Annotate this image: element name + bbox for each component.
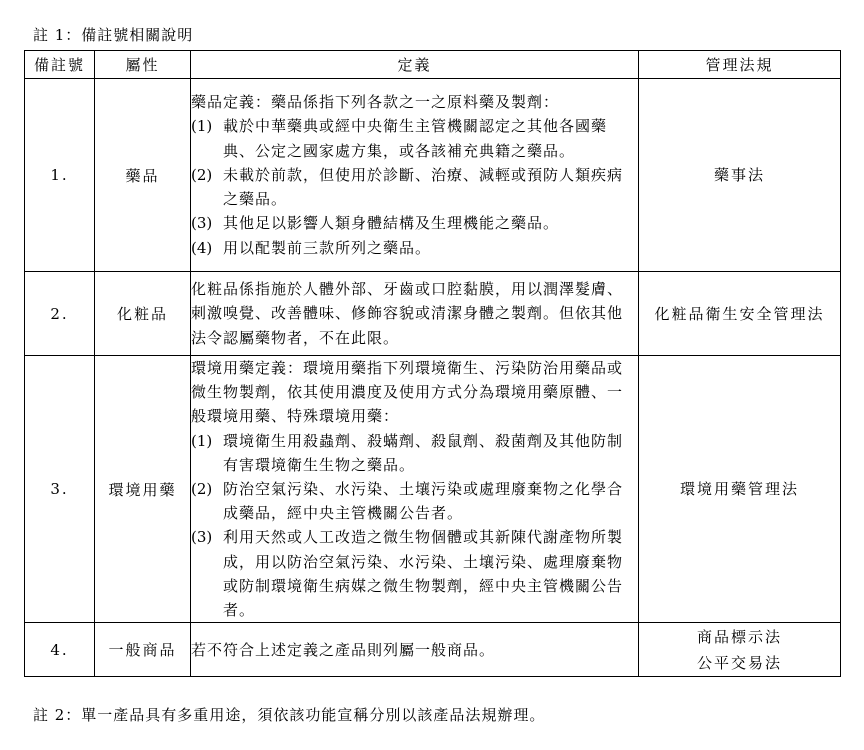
item-number: (2) bbox=[191, 165, 213, 184]
attribute: 化粧品 bbox=[95, 272, 191, 356]
definition-table bbox=[24, 50, 841, 677]
table-row bbox=[25, 623, 841, 677]
item-number: (1) bbox=[191, 117, 213, 136]
attribute: 藥品 bbox=[95, 79, 191, 272]
definition bbox=[191, 623, 639, 677]
table-header-row bbox=[25, 51, 841, 79]
definition-item bbox=[191, 477, 638, 525]
regulation bbox=[639, 356, 841, 623]
header-attribute: 屬性 bbox=[95, 51, 191, 79]
header-regulation: 管理法規 bbox=[639, 51, 841, 79]
definition-intro: 環境用藥定義：環境用藥指下列環境衛生、污染防治用藥品或微生物製劑，依其使用濃度及使用方式分為環境用藥原體、一般環境用藥、特殊環境用藥： bbox=[191, 359, 624, 426]
item-text: 防治空氣污染、水污染、土壤污染或處理廢棄物之化學合成藥品，經中央主管機關公告者。 bbox=[223, 480, 624, 523]
item-text: 未載於前款，但使用於診斷、治療、減輕或預防人類疾病之藥品。 bbox=[223, 165, 624, 209]
item-text: 用以配製前三款所列之藥品。 bbox=[223, 238, 432, 257]
note-number: 1. bbox=[25, 79, 95, 272]
regulation-name: 化粧品衛生安全管理法 bbox=[654, 304, 825, 323]
regulation-name: 環境用藥管理法 bbox=[679, 480, 799, 499]
definition-item bbox=[191, 114, 638, 162]
item-text: 環境衛生用殺蟲劑、殺蟎劑、殺鼠劑、殺菌劑及其他防制有害環境衛生生物之藥品。 bbox=[223, 431, 624, 474]
regulation bbox=[639, 623, 841, 677]
note-1: 註 1：備註號相關說明 bbox=[33, 26, 194, 44]
header-note-number: 備註號 bbox=[25, 51, 95, 79]
note-number: 3. bbox=[25, 356, 95, 623]
note-number: 2. bbox=[25, 272, 95, 356]
regulation-name: 藥事法 bbox=[713, 166, 765, 184]
definition-item bbox=[191, 429, 638, 477]
definition bbox=[191, 79, 639, 272]
definition-item bbox=[191, 163, 638, 211]
table-row bbox=[25, 356, 841, 623]
definition bbox=[191, 356, 639, 623]
note-number: 4. bbox=[25, 623, 95, 677]
attribute: 一般商品 bbox=[95, 623, 191, 677]
definition-intro: 藥品定義：藥品係指下列各款之一之原料藥及製劑： bbox=[191, 93, 560, 112]
item-number: (4) bbox=[191, 238, 213, 257]
definition bbox=[191, 272, 639, 356]
regulation-name: 公平交易法 bbox=[696, 653, 782, 672]
item-number: (1) bbox=[191, 431, 213, 450]
table-row bbox=[25, 272, 841, 356]
note-2: 註 2：單一產品具有多重用途，須依該功能宣稱分別以該產品法規辦理。 bbox=[33, 706, 546, 724]
definition-item bbox=[191, 525, 638, 622]
definition-intro: 若不符合上述定義之產品則列屬一般商品。 bbox=[191, 640, 496, 659]
attribute: 環境用藥 bbox=[95, 356, 191, 623]
definition-intro: 化粧品係指施於人體外部、牙齒或口腔黏膜，用以潤澤髮膚、刺激嗅覺、改善體味、修飾容貌或清潔身體之製劑。但依其他法令認屬藥物者，不在此限。 bbox=[191, 280, 624, 347]
table-row bbox=[25, 79, 841, 272]
item-text: 其他足以影響人類身體結構及生理機能之藥品。 bbox=[223, 214, 560, 233]
item-text: 利用天然或人工改造之微生物個體或其新陳代謝產物所製成，用以防治空氣污染、水污染、土壤污染、處理廢棄物或防制環境衛生病媒之微生物製劑，經中央主管機關公告者。 bbox=[223, 528, 624, 620]
regulation bbox=[639, 79, 841, 272]
header-definition: 定義 bbox=[191, 51, 639, 79]
item-text: 載於中華藥典或經中央衛生主管機關認定之其他各國藥典、公定之國家處方集，或各該補充典籍之藥品。 bbox=[223, 117, 608, 160]
item-number: (2) bbox=[191, 480, 213, 499]
definition-item bbox=[191, 211, 638, 235]
item-number: (3) bbox=[191, 528, 213, 547]
item-number: (3) bbox=[191, 214, 213, 233]
definition-item bbox=[191, 236, 638, 260]
regulation bbox=[639, 272, 841, 356]
regulation-name: 商品標示法 bbox=[696, 627, 782, 646]
